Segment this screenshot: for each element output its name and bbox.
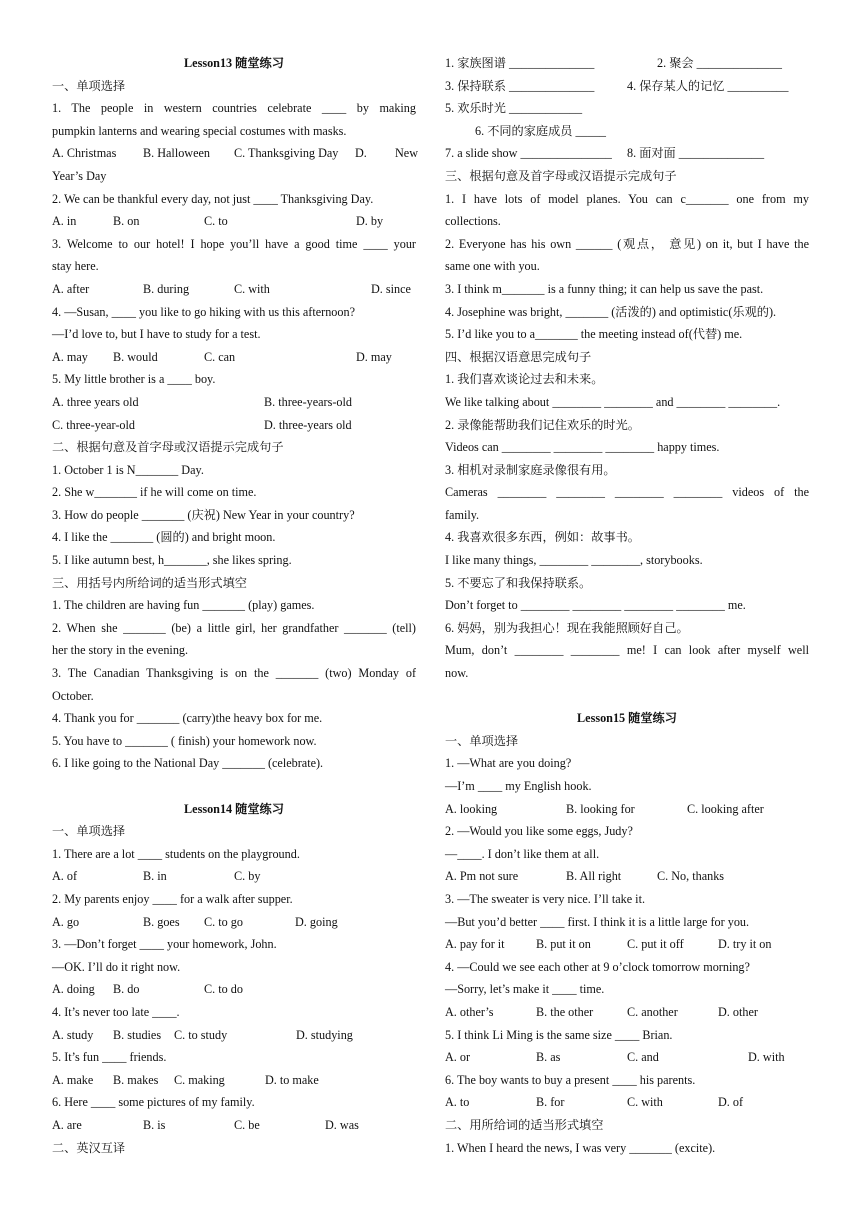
text-line: —Sorry, let’s make it ____ time. (445, 982, 605, 997)
section-heading: 三、根据句意及首字母或汉语提示完成句子 (445, 168, 677, 183)
text-line: 1. When I heard the news, I was very _______ (excite). (445, 1140, 716, 1155)
section-heading: 一、单项选择 (52, 78, 126, 93)
option-item: A. study (52, 1027, 94, 1042)
option-item: D. other (718, 1004, 758, 1019)
text-line: We like talking about ________ ________ and ________ ________. (445, 394, 781, 409)
option-row (52, 865, 416, 888)
option-item: C. three-year-old (52, 417, 135, 432)
option-item: B. looking for (566, 801, 635, 816)
option-item: D. was (325, 1117, 359, 1132)
option-item: B. is (143, 1117, 166, 1132)
option-item: B. makes (113, 1072, 159, 1087)
text-line: Don’t forget to ________ ________ ________ ________ me. (445, 598, 746, 613)
option-item: A. go (52, 914, 80, 929)
option-item: New (395, 146, 419, 161)
text-line: stay here. (52, 259, 99, 274)
question-text: Cameras ________ ________ ________ ________ videos of the (445, 485, 809, 500)
text-line: collections. (445, 214, 501, 229)
text-line: 1. There are a lot ____ students on the playground. (52, 846, 300, 861)
section-heading: 二、用所给词的适当形式填空 (445, 1117, 604, 1132)
question-text: 1. I have lots of model planes. You can c_______ one from my (445, 191, 809, 206)
option-item: B. three-years-old (264, 394, 352, 409)
option-item: A. looking (445, 801, 498, 816)
option-item: A. may (52, 349, 88, 364)
text-line: 2. We can be thankful every day, not just ____ Thanksgiving Day. (52, 191, 374, 206)
option-item: C. to study (174, 1027, 228, 1042)
text-line: 1. —What are you doing? (445, 756, 572, 771)
option-item: 4. 保存某人的记忆 __________ (627, 78, 789, 93)
text-line: 5. 欢乐时光 ____________ (445, 101, 583, 116)
question-text: 1. The people in western countries celebrate ____ by making (52, 101, 416, 116)
question-text: 3. The Canadian Thanksgiving is on the _______ (two) Monday of (52, 666, 416, 681)
option-row (52, 210, 416, 233)
option-item: A. three years old (52, 394, 139, 409)
option-item: B. in (143, 869, 167, 884)
option-row (445, 798, 809, 821)
text-line: 5. It’s fun ____ friends. (52, 1050, 167, 1065)
text-line: now. (445, 666, 469, 681)
option-item: A. doing (52, 982, 95, 997)
option-item: D. with (748, 1050, 785, 1065)
option-item: A. other’s (445, 1004, 494, 1019)
option-item: C. by (234, 869, 261, 884)
text-line: family. (445, 507, 480, 522)
text-line: —I’d love to, but I have to study for a test. (52, 327, 261, 342)
section-heading: 二、英汉互译 (52, 1140, 126, 1155)
option-item: C. can (204, 349, 236, 364)
text-line: —OK. I’ll do it right now. (52, 959, 181, 974)
option-row (52, 978, 416, 1001)
option-item: 1. 家族图谱 ______________ (445, 56, 595, 70)
text-line: 4. I like the _______ (圆的) and bright moon. (52, 530, 276, 545)
option-item: C. put it off (627, 937, 684, 952)
option-item: C. and (627, 1050, 659, 1065)
option-item: C. be (234, 1117, 260, 1132)
text-line: 5. I’d like you to a_______ the meeting instead of(代替) me. (445, 327, 743, 342)
option-item: A. or (445, 1050, 471, 1065)
text-line: 4. 我喜欢很多东西，例如：故事书。 (445, 530, 640, 545)
option-item: B. the other (536, 1004, 594, 1019)
lesson-title: Lesson15 随堂练习 (577, 711, 677, 726)
option-item: C. making (174, 1072, 225, 1087)
text-line: 5. I like autumn best, h_______, she likes spring. (52, 553, 292, 568)
option-item: B. All right (566, 869, 622, 884)
option-item: B. Halloween (143, 146, 211, 161)
option-item: B. goes (143, 914, 180, 929)
option-item: 7. a slide show _______________ (445, 146, 612, 161)
option-item: B. on (113, 214, 140, 229)
text-line: 2. She w_______ if he will come on time. (52, 485, 257, 500)
option-item: A. make (52, 1072, 94, 1087)
section-heading: 一、单项选择 (445, 733, 519, 748)
text-line: 5. You have to _______ ( finish) your homework now. (52, 733, 317, 748)
text-line: —I’m ____ my English hook. (445, 779, 592, 793)
text-line: 5. My little brother is a ____ boy. (52, 372, 216, 387)
option-item: D. studying (296, 1027, 353, 1042)
option-item: B. would (113, 349, 158, 364)
option-item: D. going (295, 914, 338, 929)
text-line: 2. —Would you like some eggs, Judy? (445, 824, 633, 839)
option-item: D. to make (265, 1072, 319, 1087)
text-line: 3. —The sweater is very nice. I’ll take it. (445, 891, 646, 906)
option-item: 2. 聚会 ______________ (657, 56, 782, 70)
spacer (52, 775, 416, 798)
text-line: I like many things, ________ ________, storybooks. (445, 553, 703, 568)
option-row (445, 52, 809, 75)
text-line: 4. Josephine was bright, _______ (活泼的) and optimistic(乐观的). (445, 304, 777, 319)
text-line: 6. The boy wants to buy a present ____ his parents. (445, 1072, 696, 1087)
text-line: October. (52, 688, 94, 703)
option-row (445, 933, 809, 956)
option-row (445, 865, 809, 888)
option-row (52, 911, 416, 934)
lesson-title: Lesson14 随堂练习 (184, 801, 284, 816)
text-line: 4. Thank you for _______ (carry)the heavy box for me. (52, 711, 323, 726)
option-row (52, 391, 416, 414)
option-item: A. pay for it (445, 937, 505, 952)
text-line: 3. I think m_______ is a funny thing; it can help us save the past. (445, 281, 764, 296)
option-item: A. after (52, 281, 90, 296)
option-row (52, 1114, 416, 1137)
option-item: B. do (113, 982, 140, 997)
option-item: D. (355, 146, 367, 161)
option-item: C. No, thanks (657, 869, 725, 884)
text-line: 4. —Could we see each other at 9 o’clock tomorrow morning? (445, 959, 750, 974)
option-item: D. may (356, 349, 392, 364)
question-text: 3. Welcome to our hotel! I hope you’ll have a good time ____ your (52, 236, 416, 251)
option-item: C. to go (204, 914, 243, 929)
text-line: 2. My parents enjoy ____ for a walk after supper. (52, 891, 293, 906)
option-item: B. during (143, 281, 190, 296)
option-row (52, 142, 419, 165)
lesson-title: Lesson13 随堂练习 (184, 56, 284, 70)
text-line: —____. I don’t like them at all. (445, 846, 600, 861)
option-item: A. to (445, 1095, 470, 1110)
option-item: C. with (234, 281, 270, 296)
option-row (445, 142, 809, 165)
option-item: A. are (52, 1117, 82, 1132)
text-line: 6. 不同的家庭成员 _____ (475, 123, 607, 138)
text-line: 5. 不要忘了和我保持联系。 (445, 575, 592, 590)
section-heading: 二、根据句意及首字母或汉语提示完成句子 (52, 440, 284, 455)
right-column (445, 52, 809, 1159)
option-item: C. with (627, 1095, 663, 1110)
option-item: D. since (371, 281, 411, 296)
option-item: D. of (718, 1095, 744, 1110)
option-row (52, 1069, 416, 1092)
section-heading: 一、单项选择 (52, 824, 126, 839)
text-line: 2. 录像能帮助我们记住欢乐的时光。 (445, 417, 640, 432)
spacer (445, 685, 809, 708)
text-line: her the story in the evening. (52, 643, 189, 658)
text-line: same one with you. (445, 259, 540, 274)
option-item: D. try it on (718, 937, 772, 952)
text-line: 5. I think Li Ming is the same size ____ Brian. (445, 1027, 673, 1042)
section-heading: 四、根据汉语意思完成句子 (445, 349, 592, 364)
option-item: 8. 面对面 ______________ (627, 146, 765, 161)
option-item: B. put it on (536, 937, 591, 952)
option-row (52, 346, 416, 369)
text-line: 3. 相机对录制家庭录像很有用。 (445, 462, 616, 477)
option-row (445, 1091, 809, 1114)
option-item: B. as (536, 1050, 561, 1065)
text-line: 4. —Susan, ____ you like to go hiking with us this afternoon? (52, 304, 355, 319)
question-text: 2. When she _______ (be) a little girl, her grandfather _______ (tell) (52, 620, 416, 635)
left-column (52, 52, 419, 1159)
option-item: C. to do (204, 982, 243, 997)
option-item: 3. 保持联系 ______________ (445, 78, 595, 93)
text-line: 1. October 1 is N_______ Day. (52, 462, 204, 477)
option-item: C. another (627, 1004, 678, 1019)
option-item: C. looking after (687, 801, 764, 816)
text-line: 1. 我们喜欢谈论过去和未来。 (445, 372, 604, 387)
option-row (52, 1024, 416, 1047)
option-row (445, 1046, 809, 1069)
option-row (52, 414, 416, 437)
option-item: A. Christmas (52, 146, 117, 161)
option-row (52, 278, 416, 301)
option-item: A. in (52, 214, 77, 229)
option-item: C. to (204, 214, 228, 229)
text-line: Videos can ________ ________ ________ happy times. (445, 440, 720, 455)
text-line: 6. Here ____ some pictures of my family. (52, 1095, 255, 1110)
text-line: 4. It’s never too late ____. (52, 1004, 180, 1019)
option-item: B. studies (113, 1027, 162, 1042)
text-line: 3. How do people _______ (庆祝) New Year in your country? (52, 507, 355, 522)
question-text: Mum, don’t ________ ________ me! I can look after myself well (445, 643, 809, 658)
text-line: 3. —Don’t forget ____ your homework, John. (52, 937, 277, 952)
option-item: D. by (356, 214, 384, 229)
option-item: C. Thanksgiving Day (234, 146, 339, 161)
text-line: 1. The children are having fun _______ (play) games. (52, 598, 315, 613)
text-line: —But you’d better ____ first. I think it is a little large for you. (445, 914, 750, 929)
text-line: 6. 妈妈，别为我担心！现在我能照顾好自己。 (445, 620, 689, 635)
option-item: A. Pm not sure (445, 869, 519, 884)
text-line: pumpkin lanterns and wearing special costumes with masks. (52, 123, 347, 138)
option-item: B. for (536, 1095, 565, 1110)
text-line: Year’s Day (52, 168, 107, 183)
section-heading: 三、用括号内所给词的适当形式填空 (52, 575, 247, 590)
option-item: A. of (52, 869, 78, 884)
text-line: 6. I like going to the National Day _______ (celebrate). (52, 756, 324, 771)
question-text: 2. Everyone has his own ______ (观点， 意见) on it, but I have the (445, 236, 809, 251)
option-row (445, 1001, 809, 1024)
option-row (445, 75, 809, 98)
option-item: D. three-years old (264, 417, 352, 432)
